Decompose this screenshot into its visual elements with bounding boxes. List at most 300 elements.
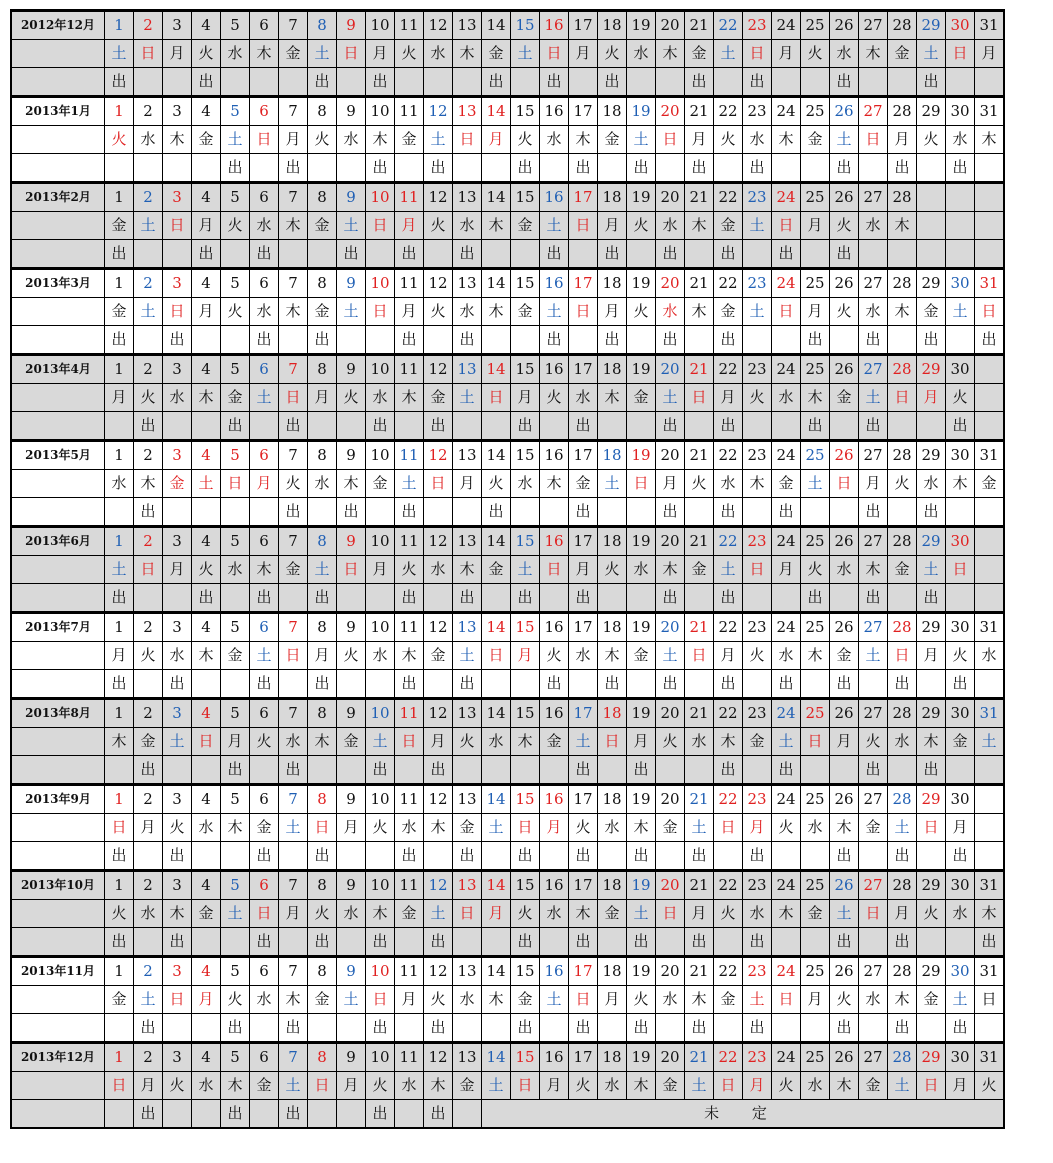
empty-cell xyxy=(250,498,279,527)
month-dates-row xyxy=(11,613,1004,642)
label-blank xyxy=(11,412,105,441)
empty-cell xyxy=(453,154,482,183)
day-number: 14 xyxy=(482,183,511,212)
day-number: 16 xyxy=(540,355,569,384)
label-blank xyxy=(11,126,105,154)
weekday: 月 xyxy=(888,126,917,154)
empty-cell xyxy=(540,498,569,527)
weekday: 日 xyxy=(308,814,337,842)
day-number: 8 xyxy=(308,871,337,900)
weekday: 木 xyxy=(337,470,366,498)
weekday: 火 xyxy=(337,642,366,670)
shipping-mark: 出 xyxy=(279,756,308,785)
empty-cell xyxy=(975,756,1005,785)
day-number: 19 xyxy=(627,957,656,986)
weekday: 木 xyxy=(859,556,888,584)
weekday: 火 xyxy=(308,126,337,154)
empty-cell xyxy=(221,68,250,97)
empty-cell xyxy=(627,412,656,441)
empty-cell xyxy=(888,756,917,785)
shipping-mark: 出 xyxy=(279,154,308,183)
empty-cell xyxy=(163,1014,192,1043)
month-label: 2013年5月 xyxy=(11,441,105,470)
label-blank xyxy=(11,40,105,68)
label-blank xyxy=(11,470,105,498)
weekday: 火 xyxy=(627,986,656,1014)
empty-cell xyxy=(772,412,801,441)
weekday: 水 xyxy=(163,642,192,670)
day-number: 22 xyxy=(714,441,743,470)
day-number: 28 xyxy=(888,613,917,642)
weekday: 木 xyxy=(395,384,424,412)
day-number: 5 xyxy=(221,527,250,556)
weekday: 水 xyxy=(946,126,975,154)
weekday: 月 xyxy=(250,470,279,498)
label-blank xyxy=(11,298,105,326)
weekday: 木 xyxy=(888,212,917,240)
label-blank xyxy=(11,928,105,957)
day-number: 24 xyxy=(772,613,801,642)
shipping-mark: 出 xyxy=(366,412,395,441)
weekday: 木 xyxy=(685,986,714,1014)
weekday: 日 xyxy=(917,814,946,842)
weekday: 月 xyxy=(453,470,482,498)
day-number: 27 xyxy=(859,441,888,470)
day-number: 13 xyxy=(453,97,482,126)
day-number: 30 xyxy=(946,613,975,642)
day-number: 10 xyxy=(366,871,395,900)
weekday: 火 xyxy=(830,298,859,326)
day-number: 18 xyxy=(598,97,627,126)
empty-cell xyxy=(743,498,772,527)
weekday: 日 xyxy=(888,642,917,670)
weekday: 木 xyxy=(772,126,801,154)
shipping-mark: 出 xyxy=(917,498,946,527)
day-number: 24 xyxy=(772,527,801,556)
empty-cell xyxy=(540,928,569,957)
day-number: 28 xyxy=(888,355,917,384)
shipping-mark: 出 xyxy=(511,928,540,957)
weekday: 日 xyxy=(134,40,163,68)
weekday: 木 xyxy=(859,40,888,68)
weekday: 日 xyxy=(743,40,772,68)
empty-cell xyxy=(888,240,917,269)
day-number: 1 xyxy=(105,1043,134,1072)
day-number: 3 xyxy=(163,1043,192,1072)
day-number: 10 xyxy=(366,441,395,470)
weekday: 土 xyxy=(656,384,685,412)
weekday: 金 xyxy=(859,1072,888,1100)
weekday: 土 xyxy=(598,470,627,498)
empty-cell xyxy=(801,498,830,527)
weekday: 水 xyxy=(250,212,279,240)
weekday: 土 xyxy=(743,986,772,1014)
day-number: 25 xyxy=(801,1043,830,1072)
day-number: 6 xyxy=(250,871,279,900)
day-number: 27 xyxy=(859,871,888,900)
shipping-mark: 出 xyxy=(714,670,743,699)
shipping-mark: 出 xyxy=(221,412,250,441)
empty-cell xyxy=(337,412,366,441)
empty-cell xyxy=(975,498,1005,527)
weekday: 水 xyxy=(656,298,685,326)
empty-cell xyxy=(250,412,279,441)
empty-cell xyxy=(714,68,743,97)
shipping-mark: 出 xyxy=(830,68,859,97)
weekday: 火 xyxy=(163,1072,192,1100)
empty-cell xyxy=(772,1014,801,1043)
day-number: 6 xyxy=(250,11,279,40)
empty-cell xyxy=(540,756,569,785)
day-number: 25 xyxy=(801,699,830,728)
day-number: 3 xyxy=(163,97,192,126)
day-number: 6 xyxy=(250,355,279,384)
day-number: 13 xyxy=(453,355,482,384)
weekday: 金 xyxy=(685,556,714,584)
weekday: 月 xyxy=(627,728,656,756)
weekday: 木 xyxy=(540,470,569,498)
day-number: 17 xyxy=(569,97,598,126)
shipping-mark: 出 xyxy=(801,584,830,613)
weekday: 木 xyxy=(627,1072,656,1100)
shipping-mark: 出 xyxy=(830,154,859,183)
weekday: 日 xyxy=(105,1072,134,1100)
weekday: 火 xyxy=(134,642,163,670)
empty-cell xyxy=(511,670,540,699)
weekday: 月 xyxy=(540,814,569,842)
weekday: 月 xyxy=(772,556,801,584)
empty-cell xyxy=(859,68,888,97)
day-number: 16 xyxy=(540,613,569,642)
weekday: 火 xyxy=(830,212,859,240)
day-number: 20 xyxy=(656,699,685,728)
day-number: 2 xyxy=(134,871,163,900)
month-shipping-row xyxy=(11,756,1004,785)
month-shipping-row xyxy=(11,1014,1004,1043)
weekday: 火 xyxy=(134,384,163,412)
empty-cell xyxy=(163,584,192,613)
weekday: 木 xyxy=(192,642,221,670)
day-number: 13 xyxy=(453,871,482,900)
weekday: 日 xyxy=(743,556,772,584)
empty-cell xyxy=(250,756,279,785)
day-number: 8 xyxy=(308,269,337,298)
empty-cell xyxy=(656,68,685,97)
shipping-mark: 出 xyxy=(743,928,772,957)
day-number: 12 xyxy=(424,1043,453,1072)
day-number: 27 xyxy=(859,1043,888,1072)
empty-cell xyxy=(337,326,366,355)
empty-cell xyxy=(975,384,1005,412)
day-number: 1 xyxy=(105,355,134,384)
weekday: 火 xyxy=(830,986,859,1014)
empty-cell xyxy=(192,498,221,527)
day-number: 30 xyxy=(946,97,975,126)
label-blank xyxy=(11,556,105,584)
label-blank xyxy=(11,584,105,613)
weekday: 月 xyxy=(772,40,801,68)
weekday: 火 xyxy=(453,728,482,756)
empty-cell xyxy=(598,412,627,441)
weekday: 月 xyxy=(598,986,627,1014)
empty-cell xyxy=(859,1014,888,1043)
day-number: 2 xyxy=(134,441,163,470)
empty-cell xyxy=(830,498,859,527)
weekday: 月 xyxy=(801,986,830,1014)
empty-cell xyxy=(424,670,453,699)
shipping-mark: 出 xyxy=(656,670,685,699)
day-number: 11 xyxy=(395,527,424,556)
shipping-mark: 出 xyxy=(163,326,192,355)
month-shipping-row xyxy=(11,154,1004,183)
day-number: 22 xyxy=(714,269,743,298)
shipping-mark: 出 xyxy=(105,326,134,355)
day-number: 6 xyxy=(250,613,279,642)
day-number: 12 xyxy=(424,527,453,556)
weekday: 日 xyxy=(105,814,134,842)
day-number: 26 xyxy=(830,1043,859,1072)
weekday: 火 xyxy=(424,298,453,326)
weekday: 日 xyxy=(772,986,801,1014)
weekday: 金 xyxy=(511,986,540,1014)
weekday: 金 xyxy=(598,900,627,928)
day-number: 26 xyxy=(830,269,859,298)
shipping-mark: 出 xyxy=(859,584,888,613)
day-number: 13 xyxy=(453,269,482,298)
weekday: 月 xyxy=(946,814,975,842)
month-weekday-row xyxy=(11,814,1004,842)
day-number: 14 xyxy=(482,269,511,298)
weekday: 日 xyxy=(975,298,1005,326)
day-number: 24 xyxy=(772,269,801,298)
day-number: 27 xyxy=(859,269,888,298)
day-number: 21 xyxy=(685,527,714,556)
day-number: 29 xyxy=(917,613,946,642)
empty-cell xyxy=(424,842,453,871)
day-number: 5 xyxy=(221,11,250,40)
weekday: 木 xyxy=(482,298,511,326)
weekday: 土 xyxy=(888,1072,917,1100)
weekday: 水 xyxy=(743,126,772,154)
empty-cell xyxy=(656,1014,685,1043)
day-number: 6 xyxy=(250,183,279,212)
empty-cell xyxy=(917,154,946,183)
empty-cell xyxy=(627,240,656,269)
day-number: 1 xyxy=(105,527,134,556)
weekday: 日 xyxy=(888,384,917,412)
empty-cell xyxy=(134,928,163,957)
weekday: 水 xyxy=(279,728,308,756)
empty-cell xyxy=(975,584,1005,613)
day-number: 7 xyxy=(279,613,308,642)
weekday: 日 xyxy=(366,298,395,326)
weekday: 月 xyxy=(192,298,221,326)
empty-cell xyxy=(859,842,888,871)
empty-cell xyxy=(598,154,627,183)
empty-cell xyxy=(308,240,337,269)
day-number: 7 xyxy=(279,699,308,728)
day-number: 28 xyxy=(888,699,917,728)
weekday: 土 xyxy=(250,384,279,412)
weekday: 金 xyxy=(482,40,511,68)
month-label: 2013年6月 xyxy=(11,527,105,556)
day-number: 12 xyxy=(424,957,453,986)
weekday: 金 xyxy=(656,1072,685,1100)
weekday: 月 xyxy=(395,298,424,326)
empty-cell xyxy=(192,842,221,871)
weekday: 土 xyxy=(917,556,946,584)
day-number: 15 xyxy=(511,957,540,986)
empty-cell xyxy=(656,756,685,785)
empty-cell xyxy=(453,68,482,97)
shipping-mark: 出 xyxy=(511,412,540,441)
day-number: 3 xyxy=(163,527,192,556)
day-number: 24 xyxy=(772,1043,801,1072)
month-shipping-row xyxy=(11,1100,1004,1129)
empty-cell xyxy=(975,785,1005,814)
shipping-mark: 出 xyxy=(917,584,946,613)
weekday: 土 xyxy=(975,728,1005,756)
day-number: 2 xyxy=(134,97,163,126)
weekday: 水 xyxy=(801,814,830,842)
weekday: 土 xyxy=(540,212,569,240)
weekday: 月 xyxy=(192,212,221,240)
month-label: 2013年4月 xyxy=(11,355,105,384)
empty-cell xyxy=(163,240,192,269)
day-number: 29 xyxy=(917,699,946,728)
shipping-mark: 出 xyxy=(714,326,743,355)
day-number: 23 xyxy=(743,1043,772,1072)
shipping-mark: 出 xyxy=(859,498,888,527)
empty-cell xyxy=(975,183,1005,212)
day-number: 20 xyxy=(656,957,685,986)
weekday: 火 xyxy=(714,900,743,928)
weekday: 金 xyxy=(366,470,395,498)
day-number: 18 xyxy=(598,441,627,470)
day-number: 11 xyxy=(395,11,424,40)
weekday: 木 xyxy=(801,384,830,412)
weekday: 土 xyxy=(395,470,424,498)
empty-cell xyxy=(627,670,656,699)
empty-cell xyxy=(801,670,830,699)
day-number: 8 xyxy=(308,441,337,470)
day-number: 17 xyxy=(569,11,598,40)
empty-cell xyxy=(714,928,743,957)
day-number: 9 xyxy=(337,11,366,40)
weekday: 月 xyxy=(714,384,743,412)
weekday: 火 xyxy=(598,40,627,68)
month-dates-row xyxy=(11,871,1004,900)
weekday: 木 xyxy=(917,728,946,756)
day-number: 15 xyxy=(511,183,540,212)
weekday: 月 xyxy=(482,126,511,154)
weekday: 木 xyxy=(308,728,337,756)
day-number: 20 xyxy=(656,355,685,384)
weekday: 木 xyxy=(134,470,163,498)
day-number: 30 xyxy=(946,441,975,470)
weekday: 木 xyxy=(279,298,308,326)
day-number: 9 xyxy=(337,97,366,126)
weekday: 月 xyxy=(801,212,830,240)
shipping-mark: 出 xyxy=(366,756,395,785)
shipping-mark: 出 xyxy=(482,68,511,97)
shipping-mark: 出 xyxy=(308,68,337,97)
label-blank xyxy=(11,670,105,699)
shipping-mark: 出 xyxy=(308,326,337,355)
empty-cell xyxy=(424,584,453,613)
shipping-mark: 出 xyxy=(308,928,337,957)
month-shipping-row xyxy=(11,842,1004,871)
weekday: 金 xyxy=(279,556,308,584)
day-number: 27 xyxy=(859,183,888,212)
day-number: 11 xyxy=(395,97,424,126)
shipping-mark: 出 xyxy=(888,842,917,871)
shipping-mark: 出 xyxy=(366,1100,395,1129)
day-number: 4 xyxy=(192,871,221,900)
weekday: 金 xyxy=(598,126,627,154)
weekday: 水 xyxy=(540,126,569,154)
day-number: 10 xyxy=(366,957,395,986)
empty-cell xyxy=(801,240,830,269)
day-number: 18 xyxy=(598,527,627,556)
weekday: 月 xyxy=(163,40,192,68)
weekday: 土 xyxy=(743,298,772,326)
day-number: 25 xyxy=(801,957,830,986)
day-number: 22 xyxy=(714,785,743,814)
month-dates-row xyxy=(11,1043,1004,1072)
day-number: 20 xyxy=(656,871,685,900)
weekday: 木 xyxy=(743,470,772,498)
weekday: 日 xyxy=(627,470,656,498)
day-number: 7 xyxy=(279,1043,308,1072)
day-number: 1 xyxy=(105,11,134,40)
empty-cell xyxy=(946,928,975,957)
day-number: 25 xyxy=(801,269,830,298)
day-number: 8 xyxy=(308,527,337,556)
month-shipping-row xyxy=(11,68,1004,97)
shipping-mark: 出 xyxy=(105,584,134,613)
weekday: 土 xyxy=(134,212,163,240)
shipping-mark: 出 xyxy=(366,154,395,183)
day-number: 12 xyxy=(424,183,453,212)
weekday: 火 xyxy=(627,212,656,240)
day-number: 26 xyxy=(830,441,859,470)
weekday: 金 xyxy=(714,298,743,326)
weekday: 木 xyxy=(830,814,859,842)
shipping-mark: 出 xyxy=(569,154,598,183)
weekday: 土 xyxy=(482,1072,511,1100)
weekday: 日 xyxy=(337,556,366,584)
day-number: 19 xyxy=(627,183,656,212)
day-number: 1 xyxy=(105,871,134,900)
day-number: 19 xyxy=(627,785,656,814)
day-number: 20 xyxy=(656,441,685,470)
weekday: 木 xyxy=(569,126,598,154)
day-number: 28 xyxy=(888,441,917,470)
month-shipping-row xyxy=(11,326,1004,355)
month-label: 2013年12月 xyxy=(11,1043,105,1072)
empty-cell xyxy=(163,1100,192,1129)
empty-cell xyxy=(395,1014,424,1043)
weekday: 水 xyxy=(569,384,598,412)
weekday: 木 xyxy=(714,728,743,756)
empty-cell xyxy=(337,1100,366,1129)
month-shipping-row xyxy=(11,240,1004,269)
day-number: 17 xyxy=(569,183,598,212)
day-number: 13 xyxy=(453,785,482,814)
day-number: 13 xyxy=(453,1043,482,1072)
day-number: 7 xyxy=(279,785,308,814)
